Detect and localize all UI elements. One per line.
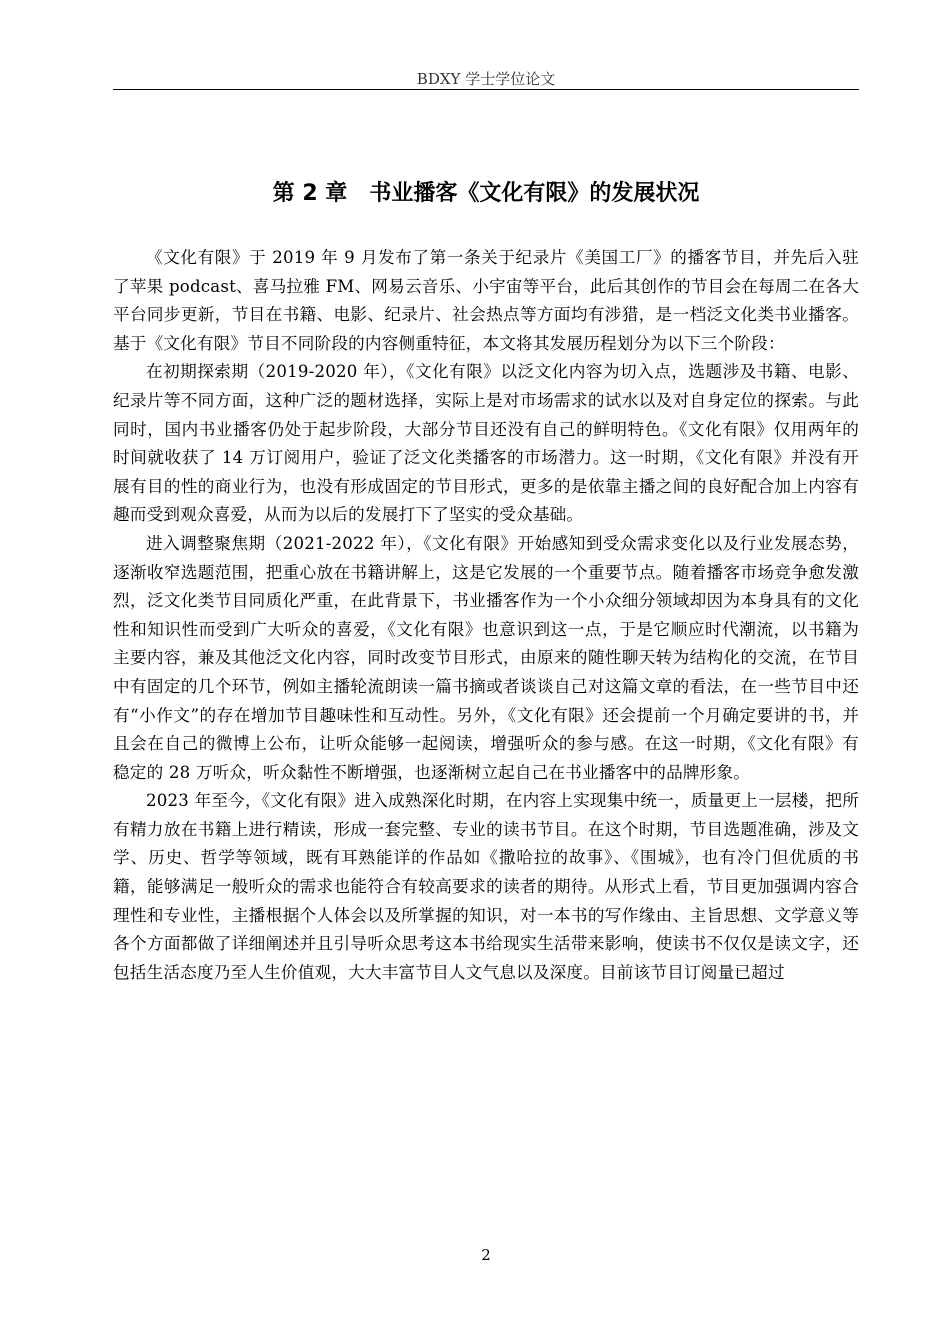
chapter-title-text: 书业播客《文化有限》的发展状况 (369, 181, 700, 206)
page-number: 2 (481, 1246, 491, 1264)
chapter-title (113, 178, 859, 210)
chapter-number: 第 2 章 (272, 181, 348, 206)
paragraph-stage-2: 进入调整聚焦期（2021-2022 年），《文化有限》开始感知到受众需求变化以及行业发展态势，逐渐收窄选题范围，把重心放在书籍讲解上，这是它发展的一个重要节点。随着播客市场竞争愈发激烈，泛文化类节目同质化严重，在此背景下，书业播客作为一个小众细分领域却因为本身具有的文化性和知识性而受到广大听众的喜爱，《文化有限》也意识到这一点，于是它顺应时代潮流，以书籍为主要内容，兼及其他泛文化内容，同时改变节目形式，由原来的随性聊天转为结构化的交流，在节目中有固定的几个环节，例如主播轮流朗读一篇书摘或者谈谈自己对这篇文章的看法，在一些节目中还有“小作文”的存在增加节目趣味性和互动性。另外，《文化有限》还会提前一个月确定要讲的书，并且会在自己的微博上公布，让听众能够一起阅读，增强听众的参与感。在这一时期，《文化有限》有稳定的 28 万听众，听众黏性不断增强，也逐渐树立起自己在书业播客中的品牌形象。 (113, 533, 859, 782)
paragraph-stage-1: 在初期探索期（2019-2020 年），《文化有限》以泛文化内容为切入点，选题涉及书籍、电影、纪录片等不同方面，这种广泛的题材选择，实际上是对市场需求的试水以及对自身定位的探索。与此同时，国内书业播客仍处于起步阶段，大部分节目还没有自己的鲜明特色。《文化有限》仅用两年的时间就收获了 14 万订阅用户，验证了泛文化类播客的市场潜力。这一时期，《文化有限》并没有开展有目的性的商业行为，也没有形成固定的节目形式，更多的是依靠主播之间的良好配合加上内容有趣而受到观众喜爱，从而为以后的发展打下了坚实的受众基础。 (113, 362, 859, 525)
body-text (113, 244, 859, 987)
header-rule (113, 89, 859, 90)
paragraph-intro: 《文化有限》于 2019 年 9 月发布了第一条关于纪录片《美国工厂》的播客节目，并先后入驻了苹果 podcast、喜马拉雅 FM、网易云音乐、小宇宙等平台，此后其创作的节目会在每周二在各大平台同步更新，节目在书籍、电影、纪录片、社会热点等方面均有涉猎，是一档泛文化类书业播客。基于《文化有限》节目不同阶段的内容侧重特征，本文将其发展历程划分为以下三个阶段： (113, 248, 859, 353)
running-header: BDXY 学士学位论文 (416, 70, 556, 88)
paragraph-stage-3: 2023 年至今，《文化有限》进入成熟深化时期，在内容上实现集中统一，质量更上一层楼，把所有精力放在书籍上进行精读，形成一套完整、专业的读书节目。在这个时期，节目选题准确，涉及文学、历史、哲学等领域，既有耳熟能详的作品如《撒哈拉的故事》、《围城》，也有冷门但优质的书籍，能够满足一般听众的需求也能符合有较高要求的读者的期待。从形式上看，节目更加强调内容合理性和专业性，主播根据个人体会以及所掌握的知识，对一本书的写作缘由、主旨思想、文学意义等各个方面都做了详细阐述并且引导听众思考这本书给现实生活带来影响，使读书不仅仅是读文字，还包括生活态度乃至人生价值观，大大丰富节目人文气息以及深度。目前该节目订阅量已超过 (113, 791, 859, 982)
